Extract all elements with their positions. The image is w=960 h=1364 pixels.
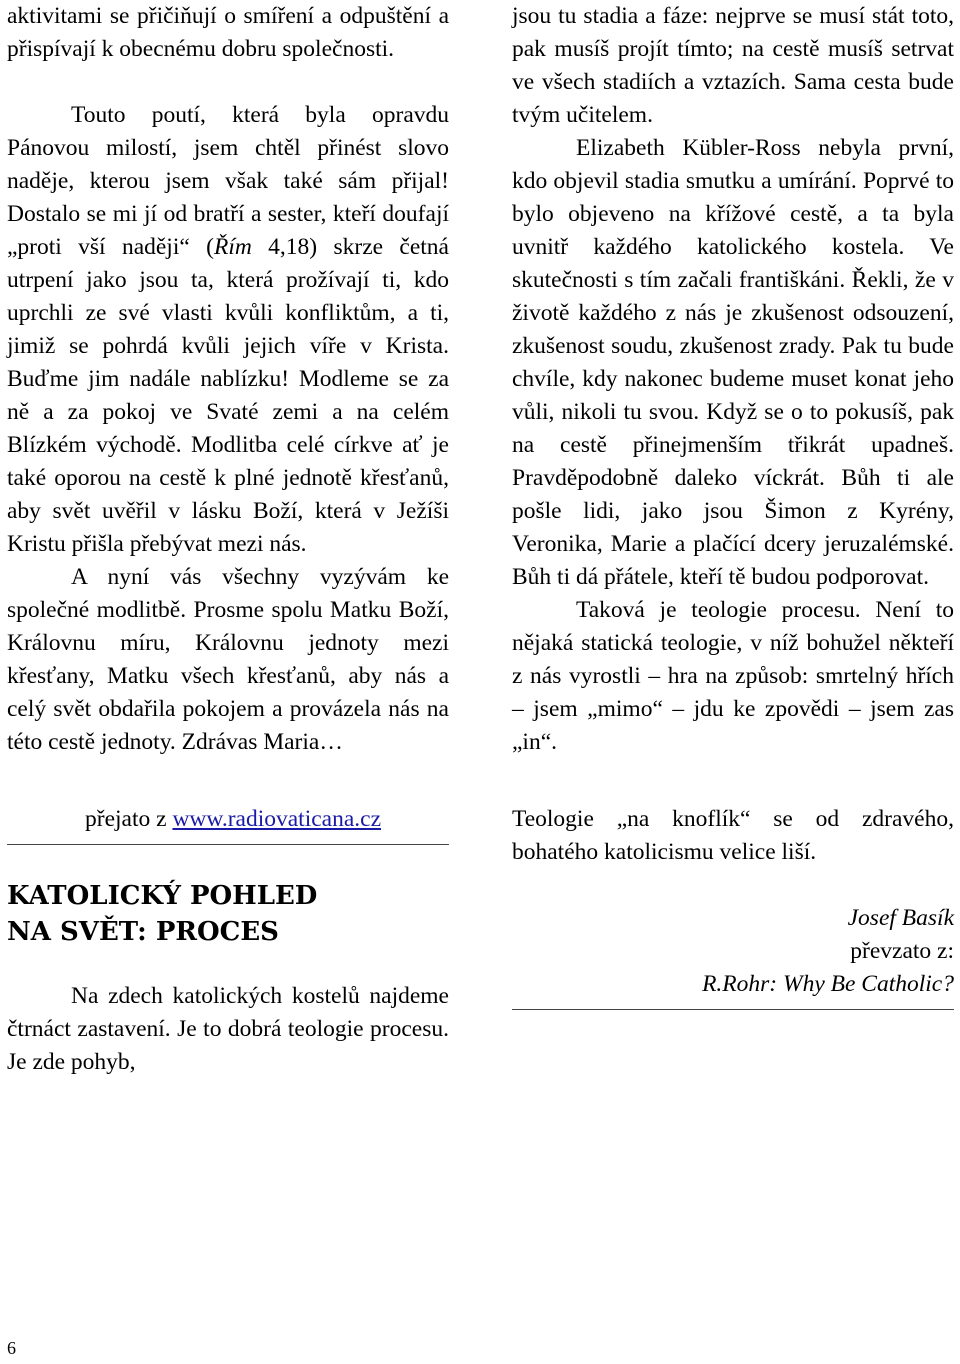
book-reference: R.Rohr: Why Be Catholic? xyxy=(702,971,954,997)
left-paragraph-2-start: Touto poutí, která byla opravdu Pánovou milostí, jsem chtěl přinést slovo naděje, kterou jsem však také sám přijal! Dostalo se mi jí od bratří a sester, kteří doufají „proti vší naději“ ( xyxy=(7,102,449,260)
left-paragraph-2-rest: 4,18) skrze četná utrpení jako jsou ta, která prožívají ti, kdo uprchli ze své vlasti kvůli konfliktům, a ti, jimiž se pohrdá kvůli jejich víře v Krista. Buďme jim nadále nablízku! Modleme se za ně a za pokoj ve Svaté zemi a na celém Blízkém východě. Modlitba celé církve ať je také oporou na cestě k plné jednotě křesťanů, aby svět uvěřil v lásku Boží, která v Ježíši Kristu přišla přebývat mezi nás. xyxy=(7,234,449,557)
source-link[interactable]: www.radiovaticana.cz xyxy=(172,806,381,832)
right-paragraph-1: jsou tu stadia a fáze: nejprve se musí stát toto, pak musíš projít tímto; na cestě musíš setrvat ve všech stadiích a vztazích. Sama cesta bude tvým učitelem. xyxy=(512,3,954,128)
source-line xyxy=(7,803,449,836)
left-paragraph-4: Na zdech katolických kostelů najdeme čtrnáct zastavení. Je to dobrá teologie procesu. Je zde pohyb, xyxy=(7,983,449,1075)
left-paragraph-1: aktivitami se přičiňují o smíření a odpuštění a přispívají k obecnému dobru společnosti. xyxy=(7,3,449,62)
left-paragraph-3: A nyní vás všechny vyzývám ke společné modlitbě. Prosme spolu Matku Boží, Královnu míru, Královnu jednoty mezi křesťany, Matku všech křesťanů, aby nás a celý svět obdařila pokojem a provázela nás na této cestě jednoty. Zdrávas Maria… xyxy=(7,564,449,755)
source-prefix: přejato z xyxy=(85,806,173,832)
left-column xyxy=(7,0,449,1079)
page-number: 6 xyxy=(7,1338,16,1358)
right-paragraph-3: Taková je teologie procesu. Není to nějaká statická teologie, v níž bohužel někteří z nás vyrostli – hra na způsob: smrtelný hřích – jsem „mimo“ – jdu ke zpovědi – jsem zas „in“. xyxy=(512,597,954,755)
author-name: Josef Basík xyxy=(847,905,954,931)
taken-from-label: převzato z: xyxy=(850,938,954,964)
left-paragraph-2 xyxy=(7,99,449,561)
right-column xyxy=(512,0,954,1010)
article-heading-line-1: KATOLICKÝ POHLED xyxy=(7,881,318,911)
author-divider xyxy=(512,1009,954,1010)
right-paragraph-4: Teologie „na knoflík“ se od zdravého, bohatého katolicismu velice liší. xyxy=(512,806,954,865)
right-paragraph-2: Elizabeth Kübler-Ross nebyla první, kdo objevil stadia smutku a umírání. Poprvé to bylo objeveno na křížové cestě, a ta byla uvnitř každého katolického kostela. Ve skutečnosti s tím začali františkáni. Řekli, že v životě každého z nás je zkušenost odsouzení, zkušenost soudu, zkušenost zrady. Pak tu bude chvíle, kdy nakonec budeme muset konat jeho vůli, nikoli tu svou. Když se o to pokusíš, pak na cestě přinejmenším třikrát upadneš. Pravděpodobně daleko víckrát. Bůh ti ale pošle lidi, jako jsou Šimon z Kyrény, Veronika, Marie a plačící dcery jeruzalémské. Bůh ti dá přátele, kteří tě budou podporovat. xyxy=(512,135,954,590)
article-heading-line-2: NA SVĚT: PROCES xyxy=(7,917,279,947)
bible-reference: Řím xyxy=(213,234,252,260)
